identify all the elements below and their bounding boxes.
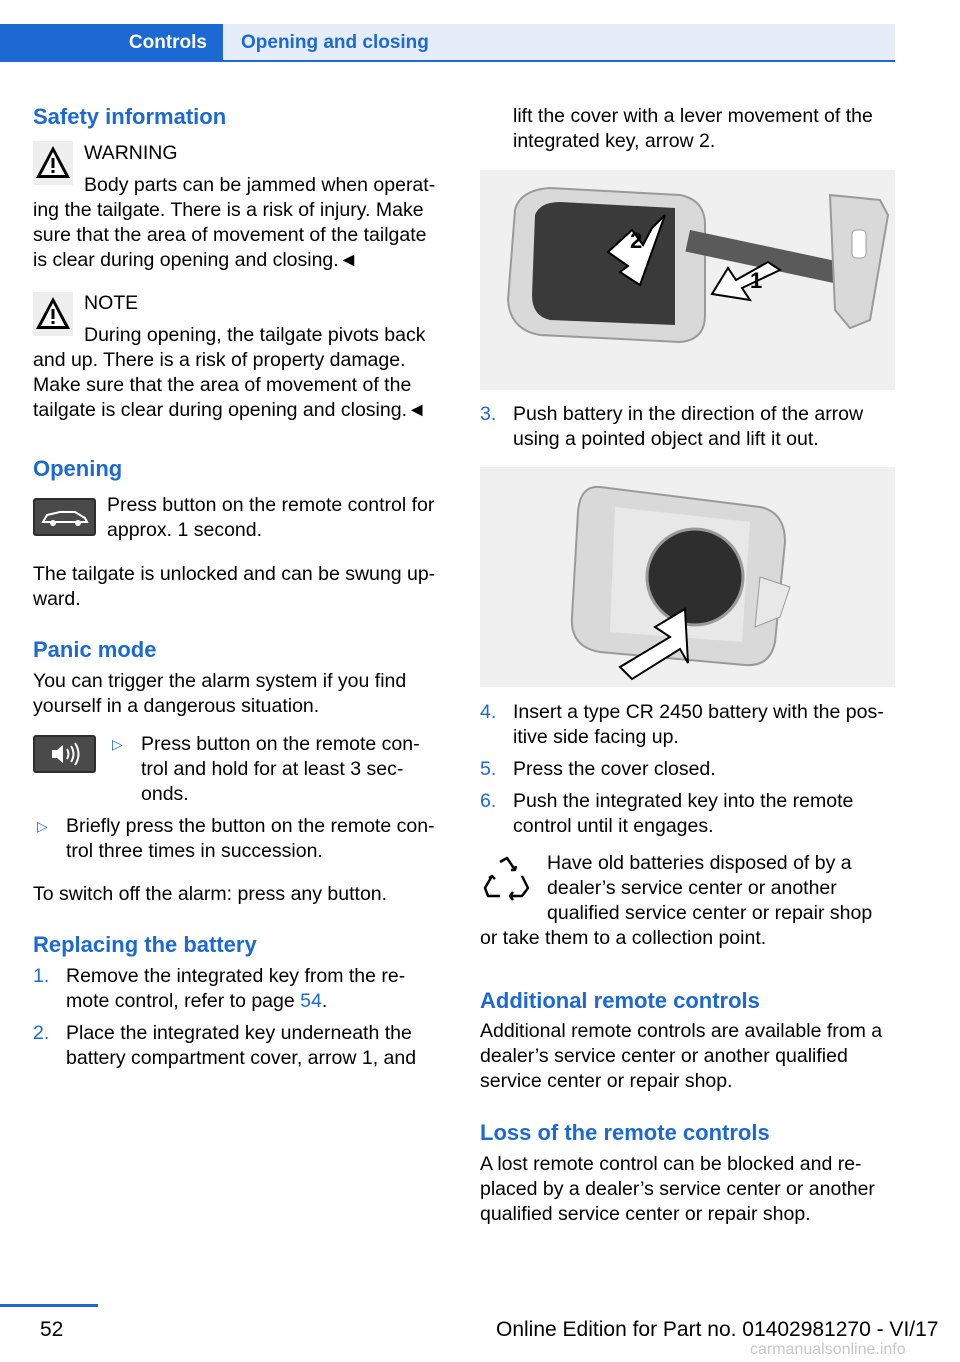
watermark: carmanualsonline.info xyxy=(750,1341,906,1358)
step-1-line xyxy=(66,989,327,1015)
step-4-line: itive side facing up. xyxy=(513,726,679,748)
step-3-line: using a pointed object and lift it out. xyxy=(513,428,819,450)
panic-item1-line: onds. xyxy=(141,783,189,805)
note-warning-icon xyxy=(33,292,73,336)
panic-bullet-1: ▷ xyxy=(112,736,123,752)
note-text-line: and up. There is a risk of property damage. xyxy=(33,349,406,371)
arrow-label-1: 1 xyxy=(750,268,763,293)
step-number: 3. xyxy=(480,403,497,425)
header-rule xyxy=(0,60,895,62)
step-1-text: mote control, refer to page xyxy=(66,990,301,1012)
opening-result-line: The tailgate is unlocked and can be swung up- xyxy=(33,563,436,585)
step-1-period: . xyxy=(321,990,328,1012)
panic-item1-line: Press button on the remote con- xyxy=(141,733,420,755)
step-6-line: control until it engages. xyxy=(513,815,714,837)
step-number: 1. xyxy=(33,965,50,987)
opening-heading: Opening xyxy=(33,456,123,481)
note-text-line: During opening, the tailgate pivots back xyxy=(84,324,426,346)
panic-switch-off: To switch off the alarm: press any button. xyxy=(33,883,388,905)
step-3-line: Push battery in the direction of the arrow xyxy=(513,403,864,425)
section-tab-controls[interactable]: Controls xyxy=(0,24,223,62)
page-54-link[interactable]: 54 xyxy=(300,990,322,1012)
step-number: 6. xyxy=(480,790,497,812)
step-number: 4. xyxy=(480,701,497,723)
note-text-line: Make sure that the area of movement of the xyxy=(33,374,412,396)
panic-intro-line: You can trigger the alarm system if you find xyxy=(33,670,407,692)
recycle-line: dealer’s service center or another xyxy=(547,877,837,899)
panic-heading: Panic mode xyxy=(33,637,157,662)
additional-line: service center or repair shop. xyxy=(480,1070,733,1092)
warning-text-line: ing the tailgate. There is a risk of injury. Make xyxy=(33,199,424,221)
loss-line: placed by a dealer’s service center or another xyxy=(480,1178,875,1200)
step-2-line: Place the integrated key underneath the xyxy=(66,1022,412,1044)
recycle-line: Have old batteries disposed of by a xyxy=(547,852,852,874)
warning-text-line: sure that the area of movement of the tailgate xyxy=(33,224,427,246)
warning-text-line: is clear during opening and closing.◄ xyxy=(33,249,358,271)
additional-line: dealer’s service center or another qualified xyxy=(480,1045,848,1067)
panic-bullet-2: ▷ xyxy=(37,818,48,834)
page-header xyxy=(0,24,895,62)
section-tab-opening-closing[interactable]: Opening and closing xyxy=(223,24,895,62)
step-2-line: battery compartment cover, arrow 1, and xyxy=(66,1047,417,1069)
panic-item2-line: Briefly press the button on the remote con- xyxy=(66,815,435,837)
loss-line: A lost remote control can be blocked and re- xyxy=(480,1153,862,1175)
warning-icon xyxy=(33,141,73,185)
additional-heading: Additional remote controls xyxy=(480,988,760,1013)
safety-heading: Safety information xyxy=(33,104,227,129)
step-number: 2. xyxy=(33,1022,50,1044)
warning-title: WARNING xyxy=(84,142,178,164)
key-lever-illustration xyxy=(480,170,895,390)
step-6-line: Push the integrated key into the remote xyxy=(513,790,854,812)
step-2-line: lift the cover with a lever movement of the xyxy=(513,105,873,127)
panic-item1-line: trol and hold for at least 3 sec- xyxy=(141,758,404,780)
note-text-line: tailgate is clear during opening and closing.◄ xyxy=(33,399,427,421)
edition-text: Online Edition for Part no. 01402981270 - VI/17 xyxy=(496,1318,939,1341)
panic-intro-line: yourself in a dangerous situation. xyxy=(33,695,320,717)
page-number: 52 xyxy=(40,1318,64,1341)
battery-removal-illustration xyxy=(480,467,895,687)
step-4-line: Insert a type CR 2450 battery with the pos- xyxy=(513,701,884,723)
opening-result-line: ward. xyxy=(33,588,81,610)
arrow-label-2: 2 xyxy=(630,228,643,253)
panic-button-icon xyxy=(33,735,96,773)
note-title: NOTE xyxy=(84,292,139,314)
additional-line: Additional remote controls are available from a xyxy=(480,1020,883,1042)
step-2-line: integrated key, arrow 2. xyxy=(513,130,716,152)
step-5-line: Press the cover closed. xyxy=(513,758,716,780)
opening-button-text-line: Press button on the remote control for xyxy=(107,494,435,516)
step-number: 5. xyxy=(480,758,497,780)
opening-button-text-line: approx. 1 second. xyxy=(107,519,263,541)
recycle-line: or take them to a collection point. xyxy=(480,927,767,949)
footer-rule xyxy=(0,1304,98,1307)
panic-item2-line: trol three times in succession. xyxy=(66,840,323,862)
tailgate-button-icon xyxy=(33,498,96,536)
recycle-icon xyxy=(482,854,532,910)
warning-text-line: Body parts can be jammed when operat- xyxy=(84,174,436,196)
step-1-line: Remove the integrated key from the re- xyxy=(66,965,406,987)
loss-heading: Loss of the remote controls xyxy=(480,1120,770,1145)
loss-line: qualified service center or repair shop. xyxy=(480,1203,811,1225)
recycle-line: qualified service center or repair shop xyxy=(547,902,873,924)
battery-heading: Replacing the battery xyxy=(33,932,257,957)
